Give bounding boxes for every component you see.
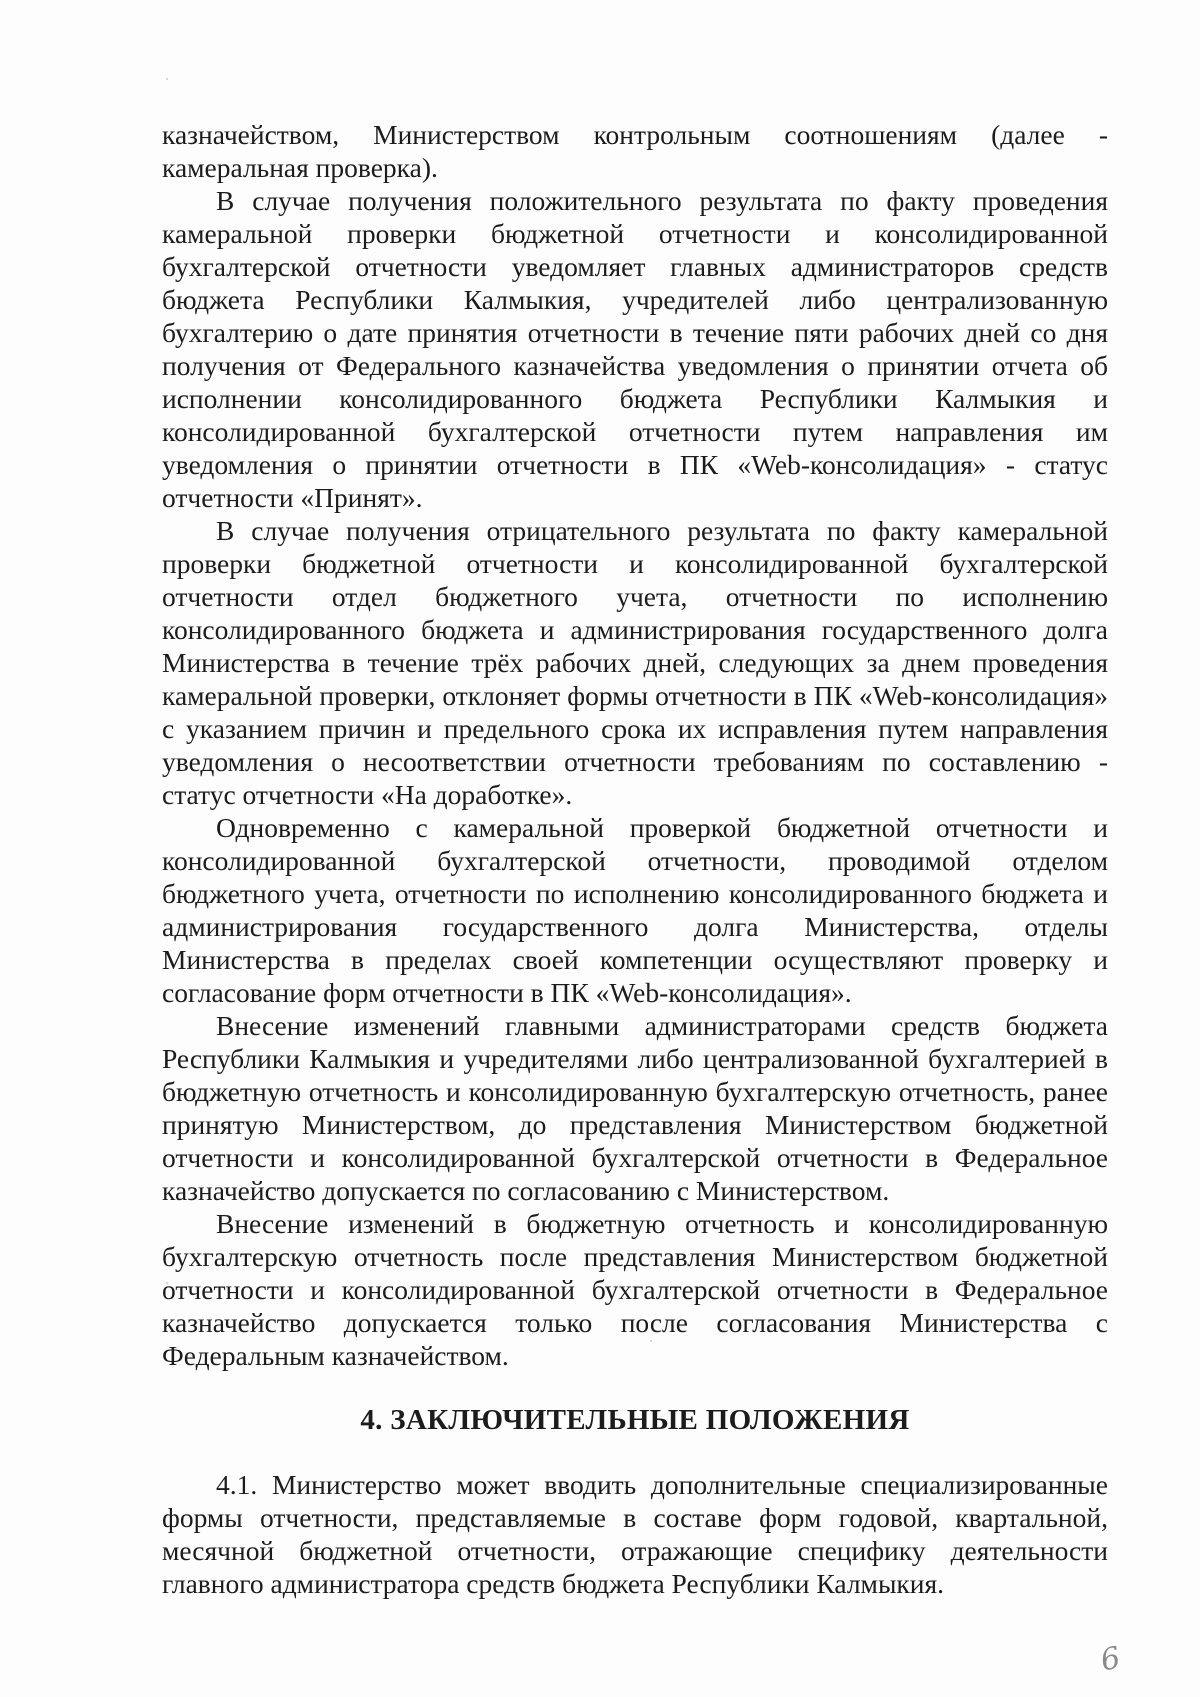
handwritten-page-number: 6 xyxy=(1097,1640,1124,1679)
paragraph-continued: казначейством, Министерством контрольным соотношениям (далее - камеральная проверка). xyxy=(162,119,1108,183)
paragraph-changes-before: Внесение изменений главными администраторами средств бюджета Республики Калмыкия и учредителями либо централизованной бухгалтерией в бюджетную отчетность и консолидированную бухгалтерскую отчетность, ранее принятую Министерством, до представления Министерством бюджетной отчетности и консолидированной бухгалтерской отчетности в Федеральное казначейство допускается по согласованию с Министерством. xyxy=(162,1010,1108,1206)
section-heading: 4. ЗАКЛЮЧИТЕЛЬНЫЕ ПОЛОЖЕНИЯ xyxy=(360,1404,910,1436)
paragraph-changes-after: Внесение изменений в бюджетную отчетность и консолидированную бухгалтерскую отчетность после представления Министерством бюджетной отчетности и консолидированной бухгалтерской отчетности в Федеральное казначейство допускается только после согласования Министерства с Федеральным казначейством. xyxy=(162,1208,1108,1371)
paragraph-final-provision: 4.1. Министерство может вводить дополнительные специализированные формы отчетности, представляемые в составе форм годовой, квартальной, месячной бюджетной отчетности, отражающие специфику деятельности главного администратора средств бюджета Республики Калмыкия. xyxy=(162,1469,1108,1599)
scan-artifact xyxy=(166,78,168,80)
paragraph-positive-result: В случае получения положительного результата по факту проведения камеральной проверки бюджетной отчетности и консолидированной бухгалтерской отчетности уведомляет главных администраторов средств бюджета Республики Калмыкия, учредителей либо централизованную бухгалтерию о дате принятия отчетности в течение пяти рабочих дней со дня получения от Федерального казначейства уведомления о принятии отчета об исполнении консолидированного бюджета Республики Калмыкия и консолидированной бухгалтерской отчетности путем направления им уведомления о принятии отчетности в ПК «Web-консолидация» - статус отчетности «Принят». xyxy=(162,185,1108,513)
document-body xyxy=(162,118,1108,1600)
paragraph-negative-result: В случае получения отрицательного результата по факту камеральной проверки бюджетной отчетности и консолидированной бухгалтерской отчетности отдел бюджетного учета, отчетности по исполнению консолидированного бюджета и администрирования государственного долга Министерства в течение трёх рабочих дней, следующих за днем проведения камеральной проверки, отклоняет формы отчетности в ПК «Web-консолидация» с указанием причин и предельного срока их исправления путем направления уведомления о несоответствии отчетности требованиям по составлению - статус отчетности «На доработке». xyxy=(162,515,1108,810)
paragraph-simultaneous-check: Одновременно с камеральной проверкой бюджетной отчетности и консолидированной бухгалтерской отчетности, проводимой отделом бюджетного учета, отчетности по исполнению консолидированного бюджета и администрирования государственного долга Министерства, отделы Министерства в пределах своей компетенции осуществляют проверку и согласование форм отчетности в ПК «Web-консолидация». xyxy=(162,812,1108,1008)
